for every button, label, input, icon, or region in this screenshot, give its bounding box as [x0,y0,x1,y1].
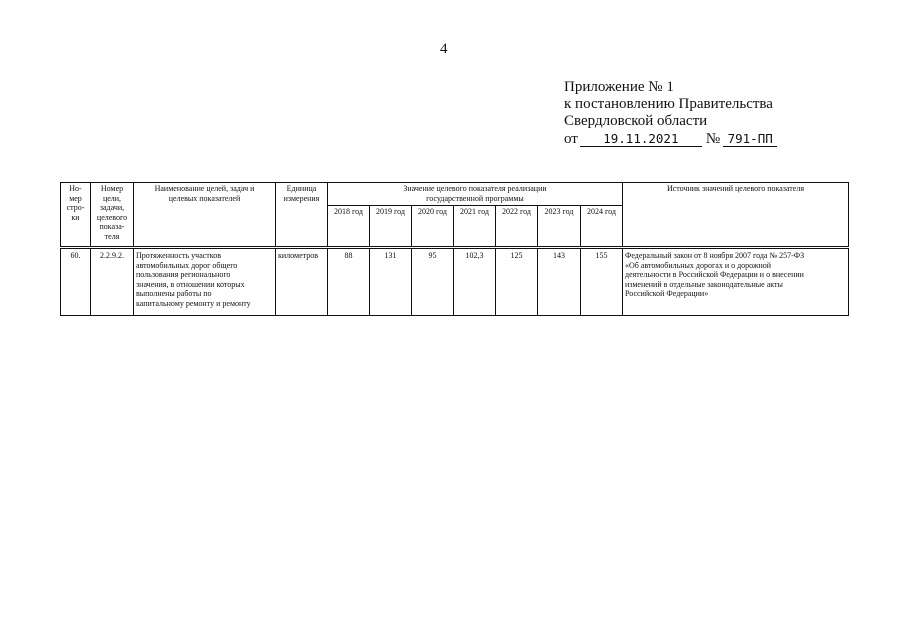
appendix-title: Приложение № 1 [564,79,674,95]
cell-row-number: 60. [61,248,91,316]
resolution-number: 791-ПП [723,131,777,147]
header-year: 2024 год [581,206,623,248]
header-year: 2023 год [538,206,581,248]
cell-value-2018: 88 [328,248,370,316]
header-year: 2020 год [412,206,454,248]
cell-value-2021: 102,3 [454,248,496,316]
header-year: 2019 год [370,206,412,248]
header-value-group: Значение целевого показателя реализации государственной программы [328,183,623,206]
cell-unit: километров [276,248,328,316]
appendix-date-number-line [564,131,777,148]
cell-value-2022: 125 [496,248,538,316]
header-unit: Единица измерения [276,183,328,248]
header-goal-number: Номер цели, задачи, целевого показа- теля [91,183,134,248]
table-row [61,248,849,316]
header-year: 2022 год [496,206,538,248]
number-prefix: № [705,131,721,147]
header-row [61,183,849,206]
header-row-number: Но- мер стро- ки [61,183,91,248]
cell-source: Федеральный закон от 8 ноября 2007 года № 257-ФЗ «Об автомобильных дорогах и о дорожной деятельности в Российской Федерации и о внесении изменений в отдельные законодательные акты Российской Федерации» [623,248,849,316]
cell-value-2020: 95 [412,248,454,316]
page-number: 4 [440,41,448,57]
cell-value-2023: 143 [538,248,581,316]
date-prefix: от [564,131,578,147]
header-year: 2021 год [454,206,496,248]
header-name: Наименование целей, задач и целевых показателей [134,183,276,248]
cell-value-2019: 131 [370,248,412,316]
cell-value-2024: 155 [581,248,623,316]
appendix-line-region: Свердловской области [564,113,708,129]
resolution-date: 19.11.2021 [580,131,702,147]
appendix-line-resolution: к постановлению Правительства [564,96,773,112]
cell-indicator-name: Протяженность участков автомобильных дорог общего пользования регионального значения, в отношении которых выполнены работы по капитальному ремонту и ремонту [134,248,276,316]
target-indicators-table [60,182,849,316]
header-source: Источник значений целевого показателя [623,183,849,248]
header-year: 2018 год [328,206,370,248]
cell-goal-number: 2.2.9.2. [91,248,134,316]
appendix-header [564,79,777,148]
